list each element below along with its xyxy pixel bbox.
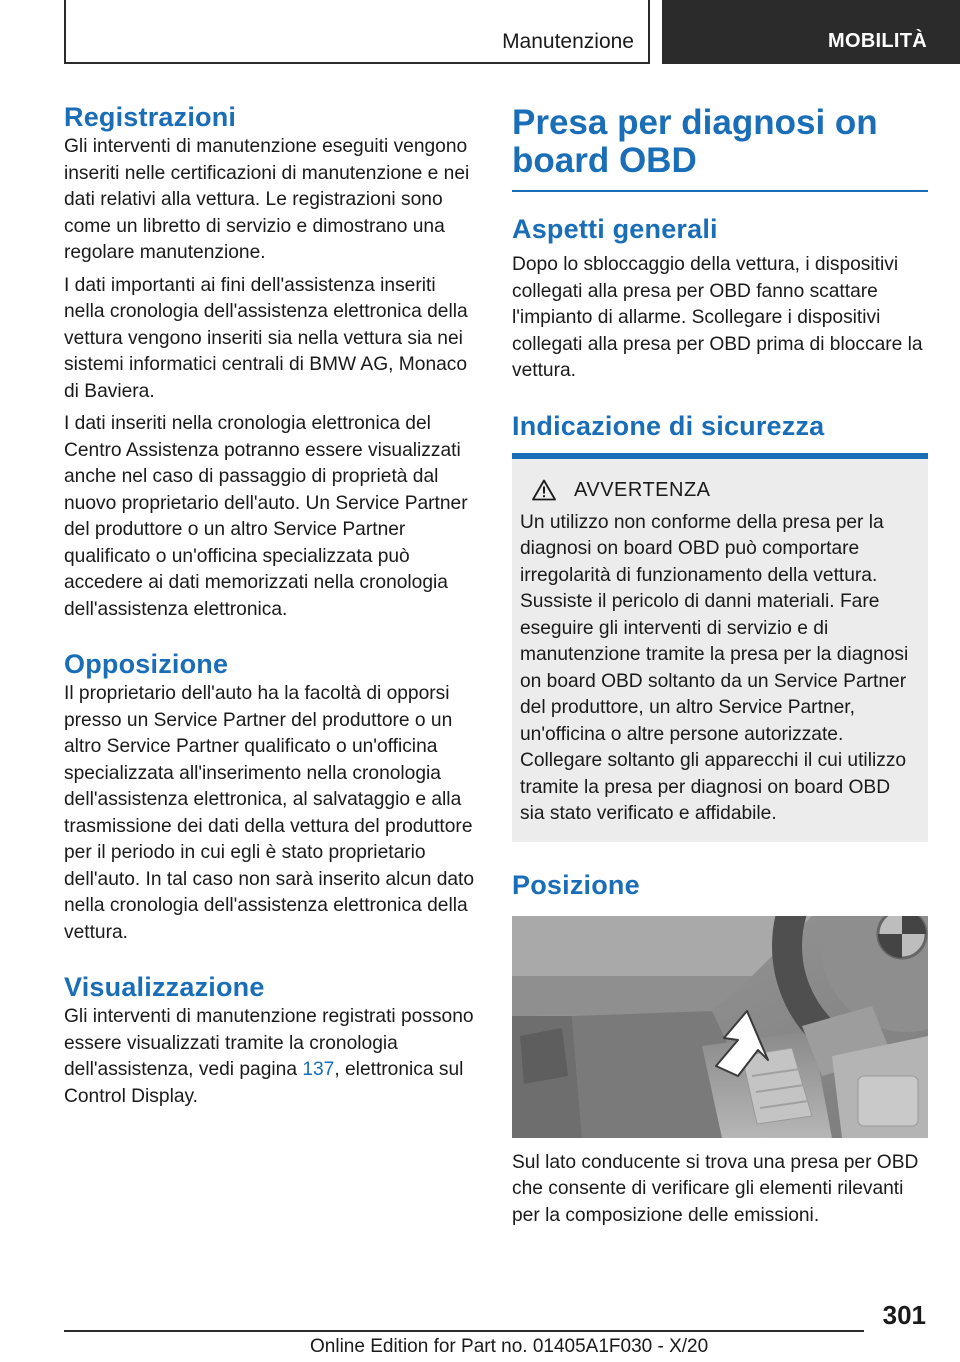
visualizzazione-text-after: , elettronica sul Control Display. [64, 1059, 464, 1107]
header-section-tab [64, 0, 650, 64]
warning-box [512, 453, 928, 842]
registrazioni-paragraph-3: I dati inseriti nella cronologia elettronica del Centro Assistenza potranno essere visualizzati anche nel caso di passaggio di proprietà dal nuovo proprietario dell'auto. Un Service Partner del produttore o un altro Service Partner qualificato o un'officina specializzata può accedere ai dati memorizzati nella cronologia dell'assistenza elettronica. [64, 413, 468, 620]
obd-location-photo [512, 916, 928, 1138]
warning-label: AVVERTENZA [574, 478, 711, 501]
registrazioni-paragraph-2: I dati importanti ai fini dell'assistenza inseriti nella cronologia dell'assistenza elettronica della vettura vengono inseriti sia nella vettura sia nei sistemi informatici centrali di BMW AG, Monaco di Baviera. [64, 274, 468, 402]
page-number: 301 [882, 1300, 926, 1330]
heading-registrazioni: Registrazioni [64, 102, 237, 132]
right-column [512, 100, 928, 1235]
visualizzazione-text-before: Gli interventi di manutenzione registrati possono essere visualizzati tramite la cronologia dell'assistenza, vedi pagina [64, 1006, 474, 1080]
heading-posizione: Posizione [512, 869, 640, 900]
footer-rule [64, 1330, 864, 1332]
header-chapter-label: MOBILITÀ [828, 30, 928, 52]
heading-aspetti-generali: Aspetti generali [512, 214, 718, 244]
registrazioni-paragraph-1: Gli interventi di manutenzione eseguiti vengono inseriti nelle certificazioni di manutenzione e nei dati relativi alla vettura. Le registrazioni sono come un libretto di servizio e dimostrano una regolare manutenzione. [64, 136, 470, 263]
posizione-caption: Sul lato conducente si trova una presa per OBD che consente di verificare gli elementi rilevanti per la composizione delle emissioni. [512, 1151, 919, 1226]
opposizione-paragraph: Il proprietario dell'auto ha la facoltà di opporsi presso un Service Partner del produttore o un altro Service Partner qualificato o un'officina specializzata all'inserimento nella cronologia dell'assistenza elettronica, al salvataggio e alla trasmissione dei dati della vettura del produttore per il periodo in cui egli è stato proprietario dell'auto. In tal caso non sarà inserito alcun dato nella cronologia dell'assistenza elettronica della vettura. [64, 683, 475, 943]
title-rule [512, 190, 928, 192]
header-chapter-tab [662, 0, 960, 64]
left-column [64, 100, 478, 1116]
header-section-label: Manutenzione [502, 30, 634, 53]
warning-triangle-icon [532, 479, 556, 501]
visualizzazione-paragraph [64, 1004, 478, 1110]
aspetti-paragraph: Dopo lo sbloccaggio della vettura, i dispositivi collegati alla presa per OBD fanno scattare l'impianto di allarme. Scollegare i dispositivi collegati alla presa per OBD prima di bloccare la vettura. [512, 254, 923, 381]
footer-edition: Online Edition for Part no. 01405A1F030 - X/20 [310, 1336, 709, 1357]
warning-text: Un utilizzo non conforme della presa per la diagnosi on board OBD può comportare irregolarità di funzionamento della vettura. Sussiste il pericolo di danni materiali. Fare eseguire gli interventi di servizio e di manutenzione tramite la presa per la diagnosi on board OBD soltanto da un Service Partner del produttore, un altro Service Partner, un'officina o altre persone autorizzate. Collegare soltanto gli apparecchi il cui utilizzo tramite la presa per diagnosi on board OBD sia stato verificato e affidabile. [520, 511, 909, 824]
heading-opposizione: Opposizione [64, 649, 229, 679]
heading-visualizzazione: Visualizzazione [64, 972, 265, 1002]
main-title-obd: Presa per diagnosi on board OBD [512, 103, 878, 180]
page-link-137[interactable]: 137 [302, 1059, 335, 1080]
heading-indicazione-sicurezza: Indicazione di sicurezza [512, 410, 825, 441]
warning-header [532, 479, 918, 502]
